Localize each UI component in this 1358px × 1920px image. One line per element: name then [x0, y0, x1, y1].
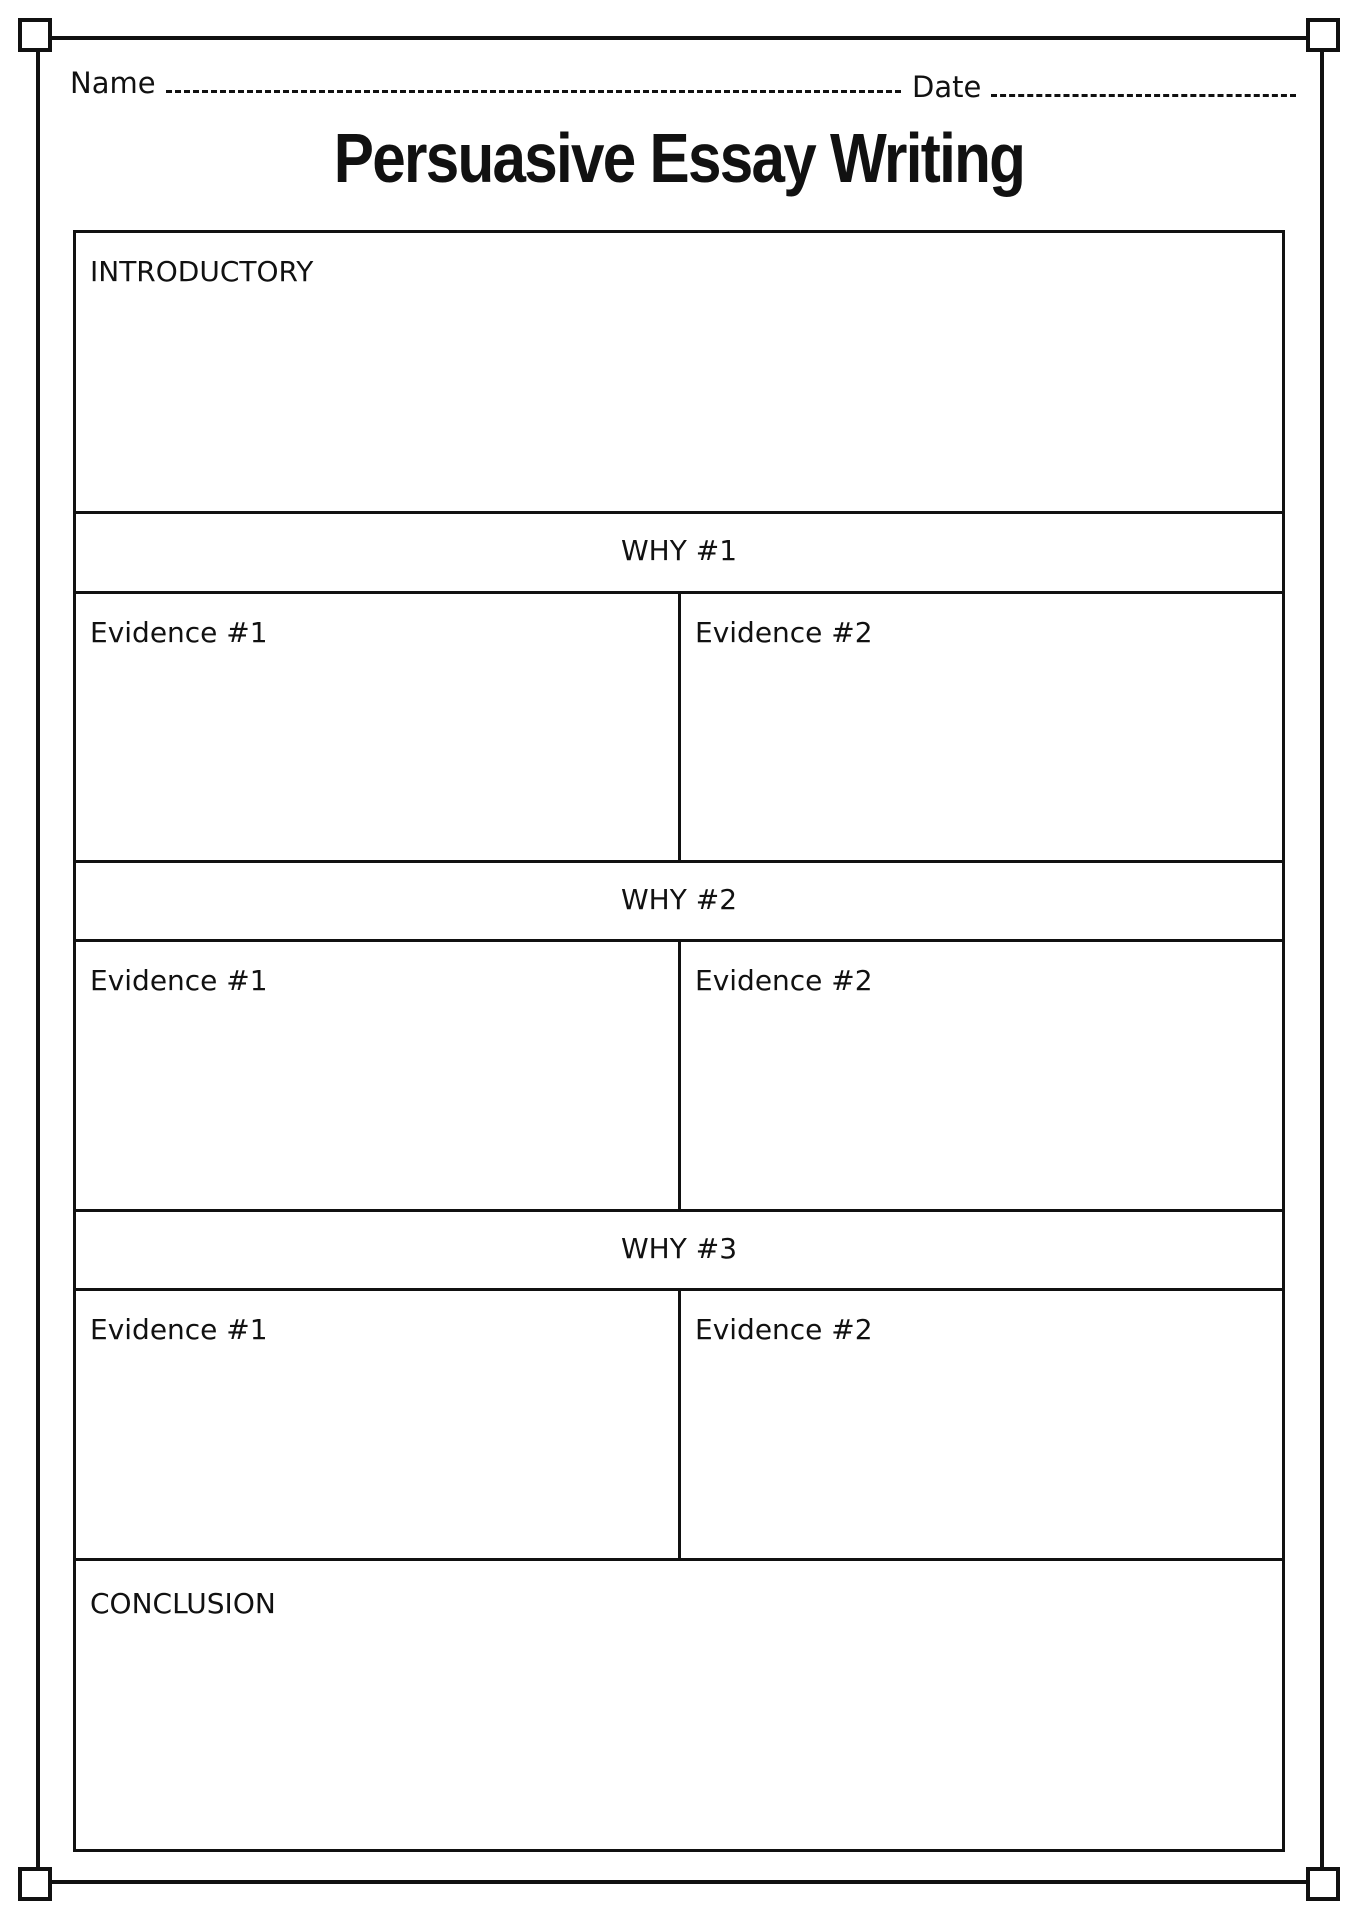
date-label: Date — [912, 70, 982, 104]
evidence-1-label: Evidence #1 — [90, 964, 268, 997]
why-1-evidence-row — [76, 594, 1282, 863]
evidence-2-label: Evidence #2 — [695, 1313, 873, 1346]
conclusion-label: CONCLUSION — [90, 1587, 276, 1620]
why-2-evidence-row — [76, 942, 1282, 1212]
why-3-evidence-row — [76, 1291, 1282, 1561]
date-field[interactable] — [991, 94, 1296, 97]
introductory-label: INTRODUCTORY — [90, 255, 314, 288]
name-line — [70, 66, 901, 100]
why-2-evidence-2-box[interactable] — [681, 942, 1282, 1209]
why-3-evidence-1-box[interactable] — [76, 1291, 681, 1558]
why-2-evidence-1-box[interactable] — [76, 942, 681, 1209]
evidence-2-label: Evidence #2 — [695, 964, 873, 997]
introductory-box[interactable] — [76, 233, 1282, 514]
conclusion-box[interactable] — [76, 1561, 1282, 1849]
corner-square-top-right — [1306, 18, 1340, 52]
why-1-box[interactable] — [76, 514, 1282, 594]
name-field[interactable] — [166, 90, 901, 93]
why-3-label: WHY #3 — [620, 1232, 738, 1265]
corner-square-top-left — [18, 18, 52, 52]
why-1-label: WHY #1 — [620, 534, 738, 567]
corner-square-bottom-left — [18, 1867, 52, 1901]
why-1-evidence-1-box[interactable] — [76, 594, 681, 860]
evidence-2-label: Evidence #2 — [695, 616, 873, 649]
corner-square-bottom-right — [1306, 1867, 1340, 1901]
why-3-evidence-2-box[interactable] — [681, 1291, 1282, 1558]
why-2-label: WHY #2 — [620, 883, 738, 916]
date-line — [912, 70, 1296, 104]
essay-organizer — [73, 230, 1285, 1852]
evidence-1-label: Evidence #1 — [90, 616, 268, 649]
name-label: Name — [70, 66, 156, 100]
why-3-box[interactable] — [76, 1212, 1282, 1291]
evidence-1-label: Evidence #1 — [90, 1313, 268, 1346]
why-1-evidence-2-box[interactable] — [681, 594, 1282, 860]
page-title: Persuasive Essay Writing — [333, 119, 1025, 197]
why-2-box[interactable] — [76, 863, 1282, 942]
